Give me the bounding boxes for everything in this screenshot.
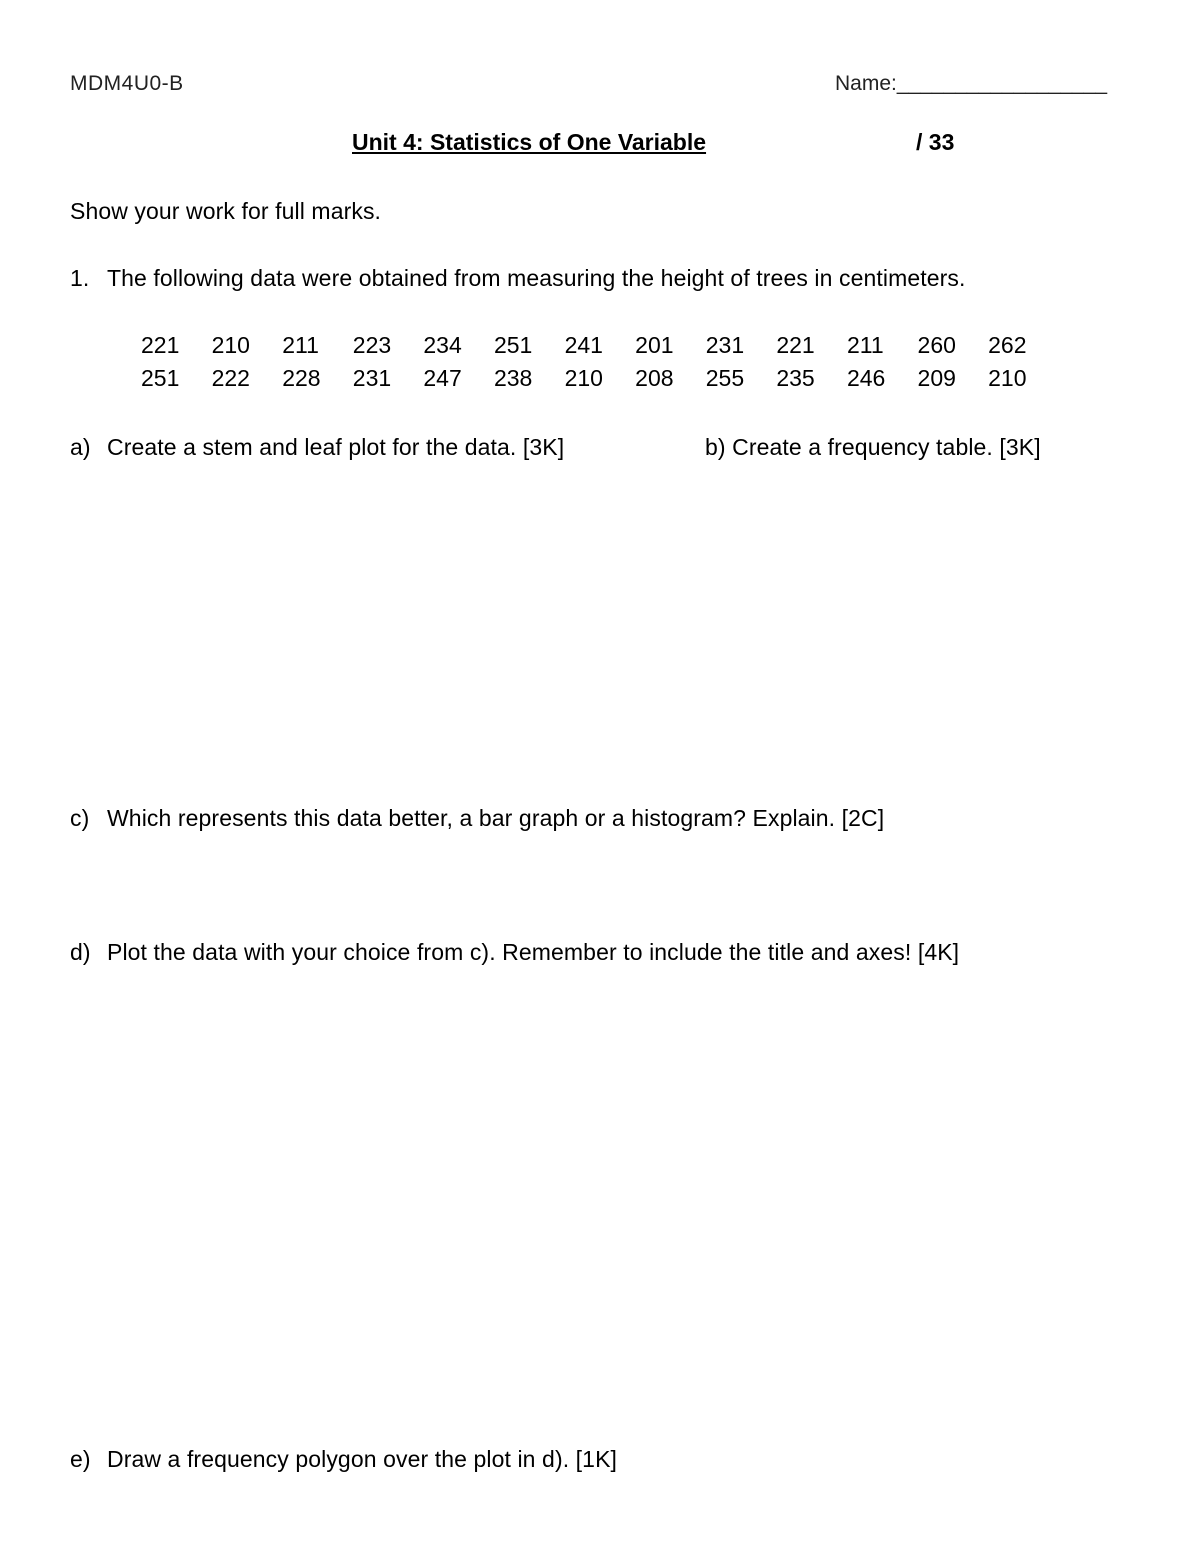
part-b-text: Create a frequency table. [3K] (732, 434, 1041, 460)
part-d-label: d) (70, 939, 91, 965)
data-cell: 260 (917, 332, 956, 358)
data-cell: 223 (352, 332, 392, 358)
data-cell: 262 (988, 332, 1027, 358)
data-cell: 231 (352, 364, 392, 391)
data-row (141, 332, 1059, 365)
part-c-text: Which represents this data better, a bar graph or a histogram? Explain. [2C] (107, 805, 885, 831)
data-cell: 234 (423, 332, 462, 358)
data-cell: 201 (635, 332, 674, 358)
data-cell: 255 (705, 364, 745, 391)
part-a-label: a) (70, 434, 91, 460)
data-cell: 210 (988, 364, 1027, 391)
data-cell: 251 (141, 364, 180, 391)
data-cell: 246 (846, 364, 886, 391)
data-cell: 251 (493, 332, 533, 358)
data-cell: 231 (705, 332, 745, 358)
data-cell: 241 (564, 332, 603, 358)
tree-height-data-table (141, 332, 1059, 397)
data-cell: 211 (282, 332, 319, 358)
part-e (70, 1446, 617, 1473)
part-d-text: Plot the data with your choice from c). Remember to include the title and axes! [4K] (107, 939, 960, 965)
name-field-label: Name:__________________ (835, 72, 1108, 95)
data-cell: 247 (423, 364, 462, 391)
part-d (70, 939, 959, 966)
part-a (70, 434, 564, 461)
data-cell: 221 (776, 332, 815, 358)
part-a-text: Create a stem and leaf plot for the data. [3K] (107, 434, 565, 460)
question-1-text: The following data were obtained from measuring the height of trees in centimeters. (107, 265, 966, 291)
part-c-label: c) (70, 805, 90, 831)
data-cell: 221 (141, 332, 180, 358)
data-cell: 210 (564, 364, 603, 391)
part-c (70, 805, 884, 832)
question-1 (70, 265, 965, 292)
part-e-label: e) (70, 1446, 91, 1472)
part-b-label: b) (705, 434, 726, 460)
data-cell: 228 (282, 364, 321, 391)
data-cell: 235 (776, 364, 815, 391)
data-cell: 208 (635, 364, 674, 391)
instructions: Show your work for full marks. (70, 198, 382, 224)
data-cell: 238 (493, 364, 533, 391)
part-e-text: Draw a frequency polygon over the plot in d). [1K] (107, 1446, 618, 1472)
data-cell: 210 (211, 332, 250, 358)
data-cell: 222 (211, 364, 250, 391)
data-row (141, 365, 1059, 398)
data-cell: 211 (846, 332, 884, 358)
data-cell: 209 (917, 364, 956, 391)
course-code: MDM4U0-B (70, 72, 184, 95)
part-b (705, 434, 1041, 461)
page-title: Unit 4: Statistics of One Variable (352, 129, 707, 155)
total-marks: / 33 (916, 129, 955, 155)
question-1-number: 1. (70, 265, 90, 291)
